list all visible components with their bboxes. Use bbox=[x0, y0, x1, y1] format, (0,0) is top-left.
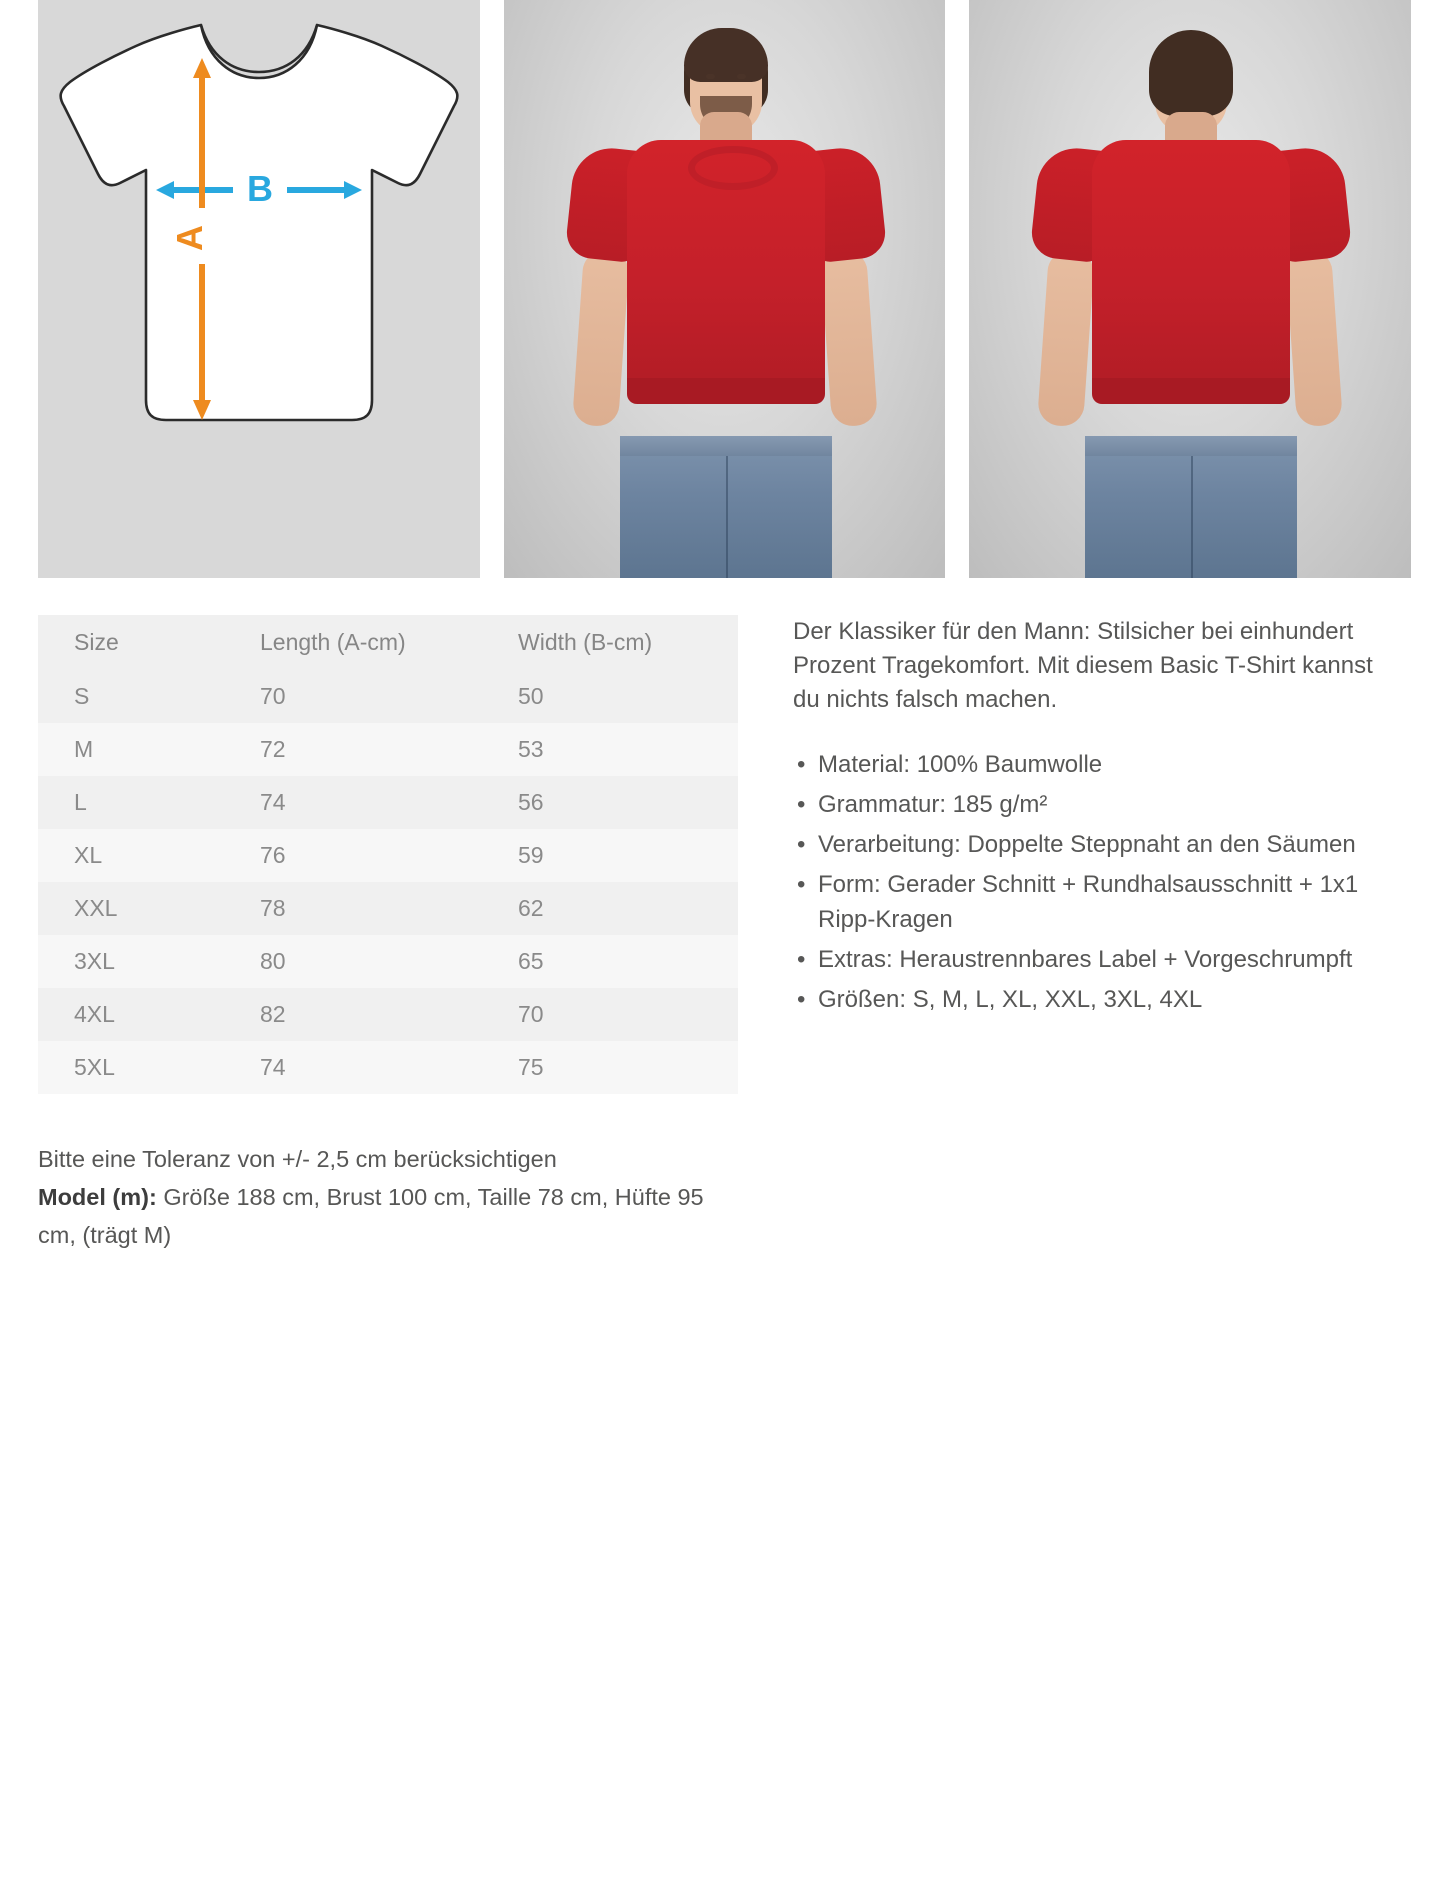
cell-width: 56 bbox=[482, 776, 738, 829]
table-row bbox=[38, 829, 738, 882]
feature-list bbox=[793, 747, 1400, 1017]
cell-size: L bbox=[38, 776, 224, 829]
cell-size: 3XL bbox=[38, 935, 224, 988]
cell-length: 80 bbox=[224, 935, 482, 988]
tshirt-measurement-diagram bbox=[38, 0, 480, 578]
table-row bbox=[38, 882, 738, 935]
content-area bbox=[38, 615, 1411, 1254]
cell-length: 78 bbox=[224, 882, 482, 935]
table-row bbox=[38, 723, 738, 776]
hair-shape bbox=[684, 28, 768, 82]
tshirt-outline-svg bbox=[38, 0, 480, 578]
table-row bbox=[38, 1041, 738, 1094]
jeans-shape bbox=[620, 438, 832, 578]
model-back-photo bbox=[969, 0, 1411, 578]
list-item: • Grammatur: 185 g/m² bbox=[793, 787, 1400, 822]
cell-size: M bbox=[38, 723, 224, 776]
th-width: Width (B-cm) bbox=[482, 615, 738, 670]
cell-width: 70 bbox=[482, 988, 738, 1041]
arm-left bbox=[572, 249, 630, 428]
table-row bbox=[38, 935, 738, 988]
cell-length: 74 bbox=[224, 776, 482, 829]
table-row bbox=[38, 670, 738, 723]
eye-left bbox=[706, 74, 715, 79]
cell-width: 50 bbox=[482, 670, 738, 723]
image-strip bbox=[38, 0, 1411, 578]
tshirt-hem-front bbox=[627, 378, 825, 404]
hair-back-shape-2 bbox=[1149, 30, 1233, 116]
list-item: • Größen: S, M, L, XL, XXL, 3XL, 4XL bbox=[793, 982, 1400, 1017]
cell-size: 5XL bbox=[38, 1041, 224, 1094]
cell-width: 75 bbox=[482, 1041, 738, 1094]
cell-width: 59 bbox=[482, 829, 738, 882]
model-values: Größe 188 cm, Brust 100 cm, Taille 78 cm, Hüfte 95 cm, (trägt M) bbox=[38, 1184, 704, 1249]
list-item: • Verarbeitung: Doppelte Steppnaht an den Säumen bbox=[793, 827, 1400, 862]
eye-right bbox=[737, 74, 746, 79]
list-item: • Form: Gerader Schnitt + Rundhalsausschnitt + 1x1 Ripp-Kragen bbox=[793, 867, 1400, 937]
th-length: Length (A-cm) bbox=[224, 615, 482, 670]
collar-shape bbox=[688, 146, 778, 190]
arm-right-back bbox=[1285, 249, 1343, 428]
length-label: A bbox=[169, 225, 210, 251]
list-item: • Material: 100% Baumwolle bbox=[793, 747, 1400, 782]
description-column bbox=[750, 615, 1400, 1022]
cell-width: 53 bbox=[482, 723, 738, 776]
model-label: Model (m): bbox=[38, 1184, 157, 1211]
size-table bbox=[38, 615, 738, 1094]
table-header-row bbox=[38, 615, 738, 670]
model-front-figure bbox=[504, 0, 946, 578]
belt-shape bbox=[620, 436, 832, 456]
cell-size: XXL bbox=[38, 882, 224, 935]
model-back-figure bbox=[969, 0, 1411, 578]
table-row bbox=[38, 988, 738, 1041]
cell-width: 62 bbox=[482, 882, 738, 935]
description-intro: Der Klassiker für den Mann: Stilsicher bei einhundert Prozent Tragekomfort. Mit diesem Basic T-Shirt kannst du nichts falsch machen. bbox=[793, 618, 1373, 714]
arm-right bbox=[820, 249, 878, 428]
cell-length: 74 bbox=[224, 1041, 482, 1094]
size-guide-column bbox=[38, 615, 750, 1254]
cell-size: S bbox=[38, 670, 224, 723]
cell-size: 4XL bbox=[38, 988, 224, 1041]
arm-left-back bbox=[1037, 249, 1095, 428]
cell-length: 72 bbox=[224, 723, 482, 776]
belt-shape-back bbox=[1085, 436, 1297, 456]
tshirt-hem-back bbox=[1092, 378, 1290, 404]
cell-length: 82 bbox=[224, 988, 482, 1041]
cell-size: XL bbox=[38, 829, 224, 882]
width-label: B bbox=[247, 168, 273, 209]
measurement-note bbox=[38, 1140, 718, 1254]
th-size: Size bbox=[38, 615, 224, 670]
cell-length: 76 bbox=[224, 829, 482, 882]
tolerance-text: Bitte eine Toleranz von +/- 2,5 cm berücksichtigen bbox=[38, 1146, 557, 1172]
cell-length: 70 bbox=[224, 670, 482, 723]
table-row bbox=[38, 776, 738, 829]
cell-width: 65 bbox=[482, 935, 738, 988]
model-info bbox=[38, 1178, 718, 1254]
jeans-shape-back bbox=[1085, 438, 1297, 578]
tshirt-back-shape bbox=[1092, 140, 1290, 400]
list-item: • Extras: Heraustrennbares Label + Vorgeschrumpft bbox=[793, 942, 1400, 977]
model-front-photo bbox=[504, 0, 946, 578]
